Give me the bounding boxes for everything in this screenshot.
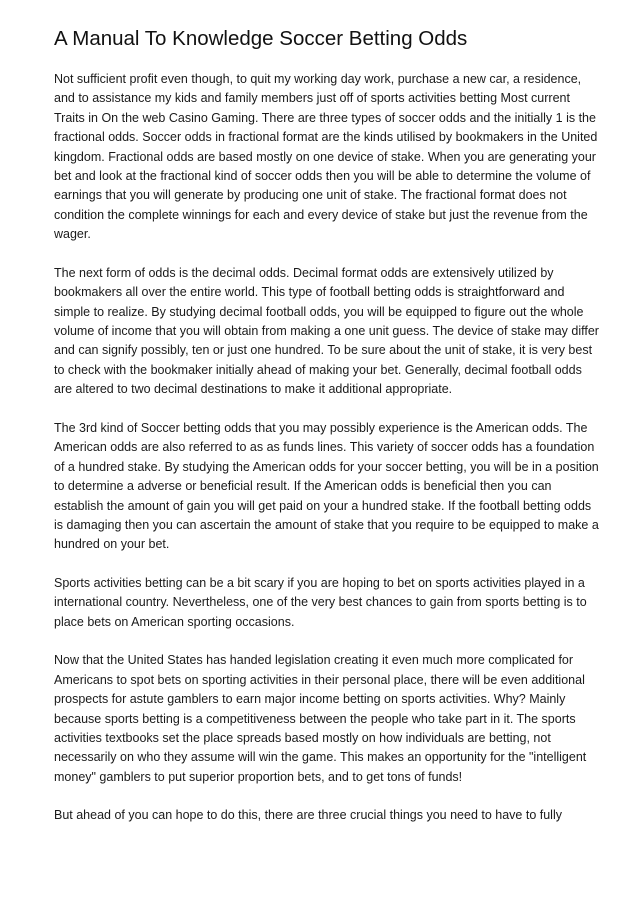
document-body xyxy=(54,70,602,845)
paragraph: Sports activities betting can be a bit scary if you are hoping to bet on sports activities played in a international country. Nevertheless, one of the very best chances to gain from sports betting is to place bets on American sporting occasions. xyxy=(54,575,587,629)
paragraph: The 3rd kind of Soccer betting odds that you may possibly experience is the American odds. The American odds are also referred to as as funds lines. This variety of soccer odds has a foundation of a hundred stake. By studying the American odds for your soccer betting, you will be in a position to determine a adverse or beneficial result. If the American odds is beneficial then you can establish the amount of gain you will get paid on your a hundred stake. If the football betting odds is damaging then you can ascertain the amount of stake that you require to be equipped to make a hundred on your bet. xyxy=(54,420,599,552)
paragraph: Now that the United States has handed legislation creating it even much more complicated for Americans to spot bets on sporting activities in their personal place, there will be even additional prospects for astute gamblers to earn major income betting on sports activities. Why? Mainly because sports betting is a competitiveness between the people who take part in it. The sports activities textbooks set the place spreads based mostly on how individuals are betting, not necessarily on who they assume will win the game. This makes an opportunity for the "intelligent money" gamblers to put superior proportion bets, and to get tons of funds! xyxy=(54,653,587,784)
paragraph: Not sufficient profit even though, to quit my working day work, purchase a new car, a residence, and to assistance my kids and family members just off of sports activities betting Most current Traits in On the web Casino Gaming. There are three types of soccer odds and the initially 1 is the fractional odds. Soccer odds in fractional format are the kinds utilised by bookmakers in the United kingdom. Fractional odds are based mostly on one device of stake. When you are generating your bet and look at the fractional kind of soccer odds then you will be able to determine the volume of earnings that you will generate by producing one unit of stake. The fractional format does not condition the complete winnings for each and every device of stake but just the revenue from the wager. xyxy=(54,72,598,242)
document-title: A Manual To Knowledge Soccer Betting Odds xyxy=(54,27,468,50)
paragraph: The next form of odds is the decimal odds. Decimal format odds are extensively utilized by bookmakers all over the entire world. This type of football betting odds is straightforward and simple to realize. By studying decimal football odds, you will be equipped to figure out the whole volume of income that you will obtain from making a one unit guess. The device of stake may differ and can signify possibly, ten or just one hundred. To be sure about the unit of stake, it is very best to check with the bookmaker initially ahead of making your bet. Generally, decimal football odds are altered to two decimal destinations to make it additional appropriate. xyxy=(54,265,599,397)
paragraph: But ahead of you can hope to do this, there are three crucial things you need to have to fully xyxy=(54,808,562,823)
